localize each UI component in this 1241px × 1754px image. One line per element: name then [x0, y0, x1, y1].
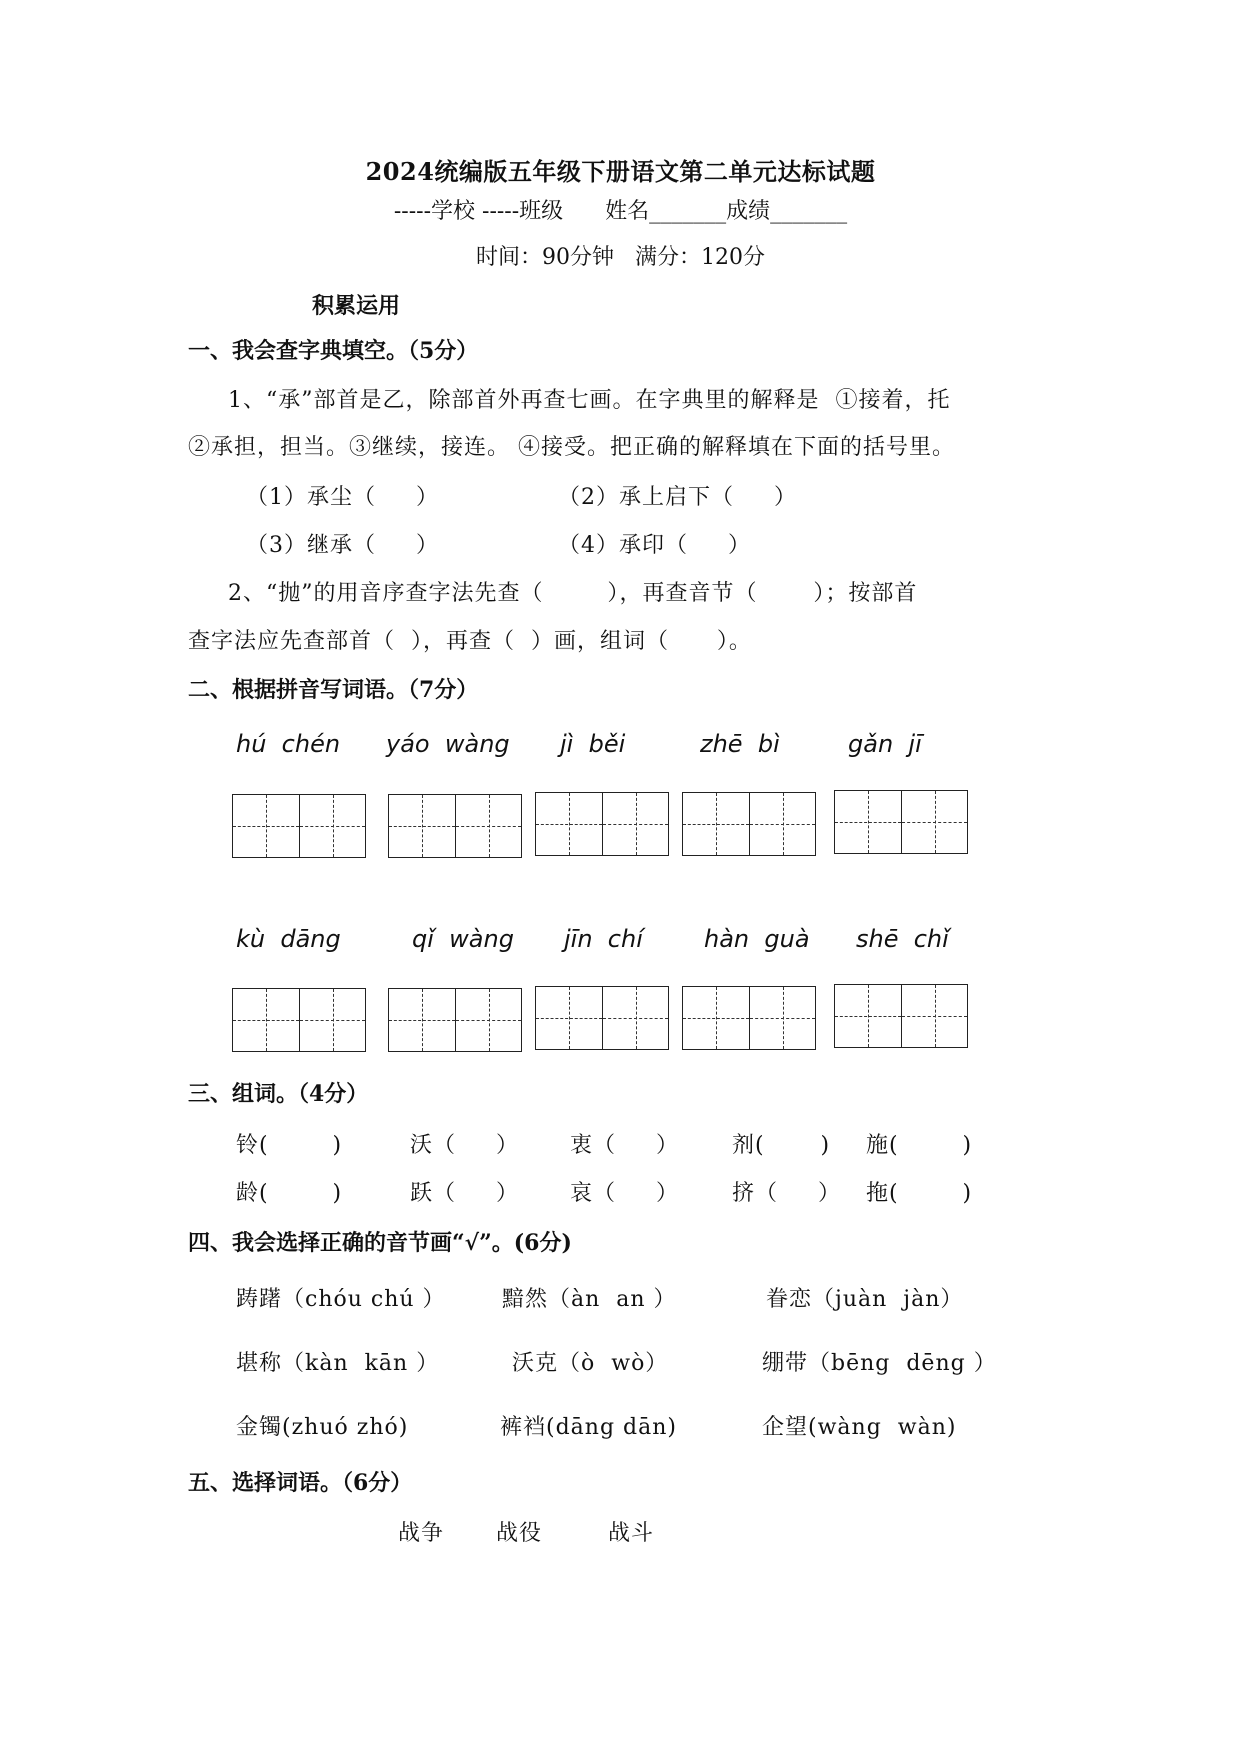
pinyin-choice: 踌躇（chóu chú ）: [236, 1287, 446, 1312]
writing-grid[interactable]: [388, 794, 522, 858]
q2-text-line2: 查字法应先查部首（ ），再查（ ）画，组词（ ）。: [188, 629, 752, 654]
word-item: 拖( ): [866, 1181, 973, 1206]
student-info-line: -----学校 -----班级 姓名_______成绩_______: [393, 199, 848, 224]
pinyin-label: hàn guà: [704, 925, 810, 953]
pinyin-choice: 企望(wàng wàn): [762, 1415, 957, 1440]
writing-grid[interactable]: [232, 794, 366, 858]
word-item: 施( ): [866, 1133, 973, 1158]
section-5-heading: 五、选择词语。（6分）: [188, 1470, 413, 1496]
pinyin-label: qǐ wàng: [412, 925, 514, 953]
word-item: 哀（ ）: [570, 1181, 679, 1206]
section-2-heading: 二、根据拼音写词语。（7分）: [188, 677, 479, 703]
exam-time-score: 时间：90分钟 满分：120分: [476, 245, 765, 270]
q1-item-2: （2）承上启下（ ）: [558, 485, 797, 510]
writing-grid[interactable]: [535, 986, 669, 1050]
pinyin-choice: 裤裆(dāng dān): [500, 1415, 677, 1440]
pinyin-label: shē chǐ: [856, 925, 949, 953]
pinyin-choice: 金镯(zhuó zhó): [236, 1415, 409, 1440]
writing-grid[interactable]: [682, 986, 816, 1050]
pinyin-choice: 黯然（àn an ）: [502, 1287, 677, 1312]
pinyin-label: jīn chí: [564, 925, 643, 953]
writing-grid[interactable]: [834, 984, 968, 1048]
pinyin-label: yáo wàng: [386, 730, 510, 758]
word-item: 剂( ): [732, 1133, 831, 1158]
q1-item-1: （1）承尘（ ）: [246, 485, 439, 510]
word-item: 挤（ ）: [732, 1181, 841, 1206]
section-1-heading: 一、我会查字典填空。（5分）: [188, 338, 479, 364]
pinyin-label: gǎn jī: [848, 730, 922, 758]
pinyin-choice: 眷恋（juàn jàn）: [766, 1287, 964, 1312]
pinyin-label: hú chén: [236, 730, 341, 758]
writing-grid[interactable]: [535, 792, 669, 856]
q1-text-line2: ②承担，担当。③继续，接连。 ④接受。把正确的解释填在下面的括号里。: [188, 435, 955, 460]
pinyin-choice: 绷带（bēng dēng ）: [762, 1351, 997, 1376]
word-option: 战斗: [608, 1521, 655, 1546]
q1-item-3: （3）继承（ ）: [246, 533, 439, 558]
writing-grid[interactable]: [682, 792, 816, 856]
writing-grid[interactable]: [232, 988, 366, 1052]
writing-grid[interactable]: [834, 790, 968, 854]
pinyin-choice: 堪称（kàn kān ）: [236, 1351, 440, 1376]
pinyin-choice: 沃克（ò wò）: [512, 1351, 669, 1376]
q1-text-line1: 1、“承”部首是乙，除部首外再查七画。在字典里的解释是 ①接着，托: [228, 388, 951, 413]
section-3-heading: 三、组词。（4分）: [188, 1081, 369, 1107]
section-subtitle: 积累运用: [312, 293, 401, 319]
writing-grid[interactable]: [388, 988, 522, 1052]
pinyin-label: zhē bì: [700, 730, 780, 758]
word-item: 沃（ ）: [410, 1133, 519, 1158]
section-4-heading: 四、我会选择正确的音节画“√”。(6分): [188, 1230, 572, 1256]
word-item: 衷（ ）: [570, 1133, 679, 1158]
q1-item-4: （4）承印（ ）: [558, 533, 751, 558]
pinyin-label: jì běi: [560, 730, 626, 758]
word-option: 战役: [496, 1521, 543, 1546]
word-item: 跃（ ）: [410, 1181, 519, 1206]
page-title: 2024统编版五年级下册语文第二单元达标试题: [365, 157, 876, 186]
pinyin-label: kù dāng: [236, 925, 341, 953]
word-option: 战争: [398, 1521, 445, 1546]
word-item: 铃( ): [236, 1133, 343, 1158]
word-item: 龄( ): [236, 1181, 343, 1206]
q2-text-line1: 2、“抛”的用音序查字法先查（ ），再查音节（ ）；按部首: [228, 581, 918, 606]
